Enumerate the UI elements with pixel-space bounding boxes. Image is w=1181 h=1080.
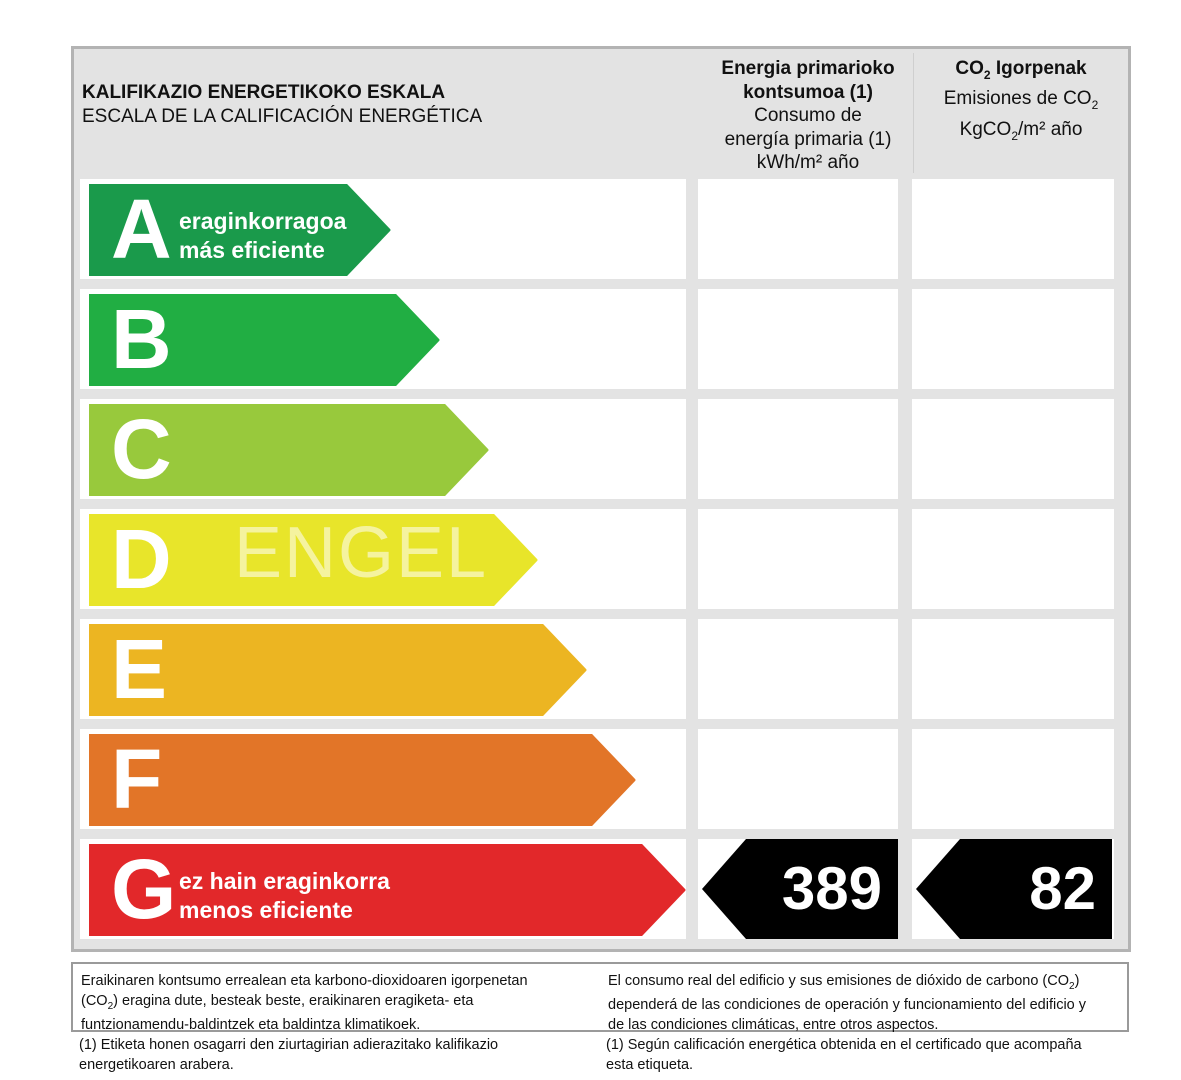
- rating-value: 82: [1029, 855, 1096, 922]
- disclaimer-box: [71, 962, 1129, 1032]
- scale-title-eu: KALIFIKAZIO ENERGETIKOKO ESKALA: [82, 82, 446, 103]
- co2-cell: [912, 619, 1114, 719]
- co2-header-line: $CO_2$ Igorpenak: [955, 58, 1087, 82]
- co2-cell: [912, 289, 1114, 389]
- co2-header-line: Emisiones de $CO_2$: [943, 88, 1099, 113]
- disclaimer-line: dependerá de las condiciones de operación y funcionamiento del edificio y: [608, 997, 1087, 1014]
- rating-value: 389: [781, 855, 882, 922]
- energy-header-line: Consumo de: [754, 105, 862, 126]
- energy-cell: [698, 619, 898, 719]
- energy-cell: [698, 179, 898, 279]
- energy-header-line: Energia primarioko: [721, 58, 895, 79]
- footnote-es: [606, 1036, 1126, 1075]
- band-note-es: más eficiente: [179, 237, 325, 263]
- energy-cell: [698, 289, 898, 389]
- energy-header-unit: kWh/m² año: [756, 152, 860, 173]
- band-letter: G: [111, 842, 177, 936]
- co2-value-marker: [916, 839, 1112, 939]
- co2-column-header: [916, 57, 1126, 148]
- band-letter: D: [111, 512, 172, 606]
- column-divider: [913, 53, 914, 173]
- co2-cell: [912, 729, 1114, 829]
- rating-band-g: [89, 844, 686, 936]
- co2-cell: [912, 399, 1114, 499]
- footnote-eu: [79, 1036, 579, 1075]
- energy-cell: [698, 509, 898, 609]
- disclaimer-es: [608, 972, 1120, 1035]
- co2-header-unit: KgCO$_2$/m² año: [959, 118, 1083, 143]
- watermark: ENGEL: [234, 513, 489, 593]
- band-note-eu: ez hain eraginkorra: [179, 868, 390, 894]
- band-letter: C: [111, 402, 172, 496]
- disclaimer-line: El consumo real del edificio y sus emisiones de dióxido de carbono $(CO_2)$: [608, 973, 1080, 992]
- disclaimer-line: $(CO_2)$ eragina dute, besteak beste, eraikinaren eragiketa- eta: [81, 992, 474, 1012]
- rating-band-a: [89, 184, 391, 276]
- disclaimer-eu: [81, 972, 581, 1035]
- rating-band-e: [89, 624, 587, 716]
- energy-cell: [698, 729, 898, 829]
- energy-label-panel: [71, 46, 1131, 952]
- footnote-line: energetikoaren arabera.: [79, 1056, 234, 1073]
- band-letter: F: [111, 732, 163, 826]
- footnote-line: (1) Etiketa honen osagarri den ziurtagirian adierazitako kalifikazio: [79, 1037, 499, 1053]
- footnote-line: esta etiqueta.: [606, 1056, 694, 1073]
- energy-cell: [698, 399, 898, 499]
- energy-header-line: kontsumoa (1): [743, 81, 873, 103]
- co2-cell: [912, 509, 1114, 609]
- energy-column-header: [702, 57, 914, 175]
- footnote-line: (1) Según calificación energética obtenida en el certificado que acompaña: [606, 1037, 1082, 1053]
- rating-band-d: [89, 514, 538, 606]
- band-letter: A: [111, 182, 172, 276]
- scale-title: [82, 81, 482, 129]
- band-note-es: menos eficiente: [179, 897, 353, 923]
- disclaimer-line: funtzionamendu-baldintzek eta baldintza klimatikoek.: [81, 1016, 421, 1033]
- disclaimer-line: de las condiciones climáticas, entre otros aspectos.: [608, 1016, 939, 1033]
- band-letter: E: [111, 622, 168, 716]
- band-letter: B: [111, 292, 172, 386]
- disclaimer-line: Eraikinaren kontsumo errealean eta karbono-dioxidoaren igorpenetan: [81, 973, 528, 989]
- rating-band-b: [89, 294, 440, 386]
- scale-title-es: ESCALA DE LA CALIFICACIÓN ENERGÉTICA: [82, 106, 483, 127]
- co2-cell: [912, 179, 1114, 279]
- energy-header-line: energía primaria (1): [724, 128, 892, 150]
- rating-band-f: [89, 734, 636, 826]
- band-note-eu: eraginkorragoa: [179, 208, 347, 234]
- energy-value-marker: [702, 839, 898, 939]
- band-arrow-shape: [89, 734, 634, 826]
- rating-band-c: [89, 404, 489, 496]
